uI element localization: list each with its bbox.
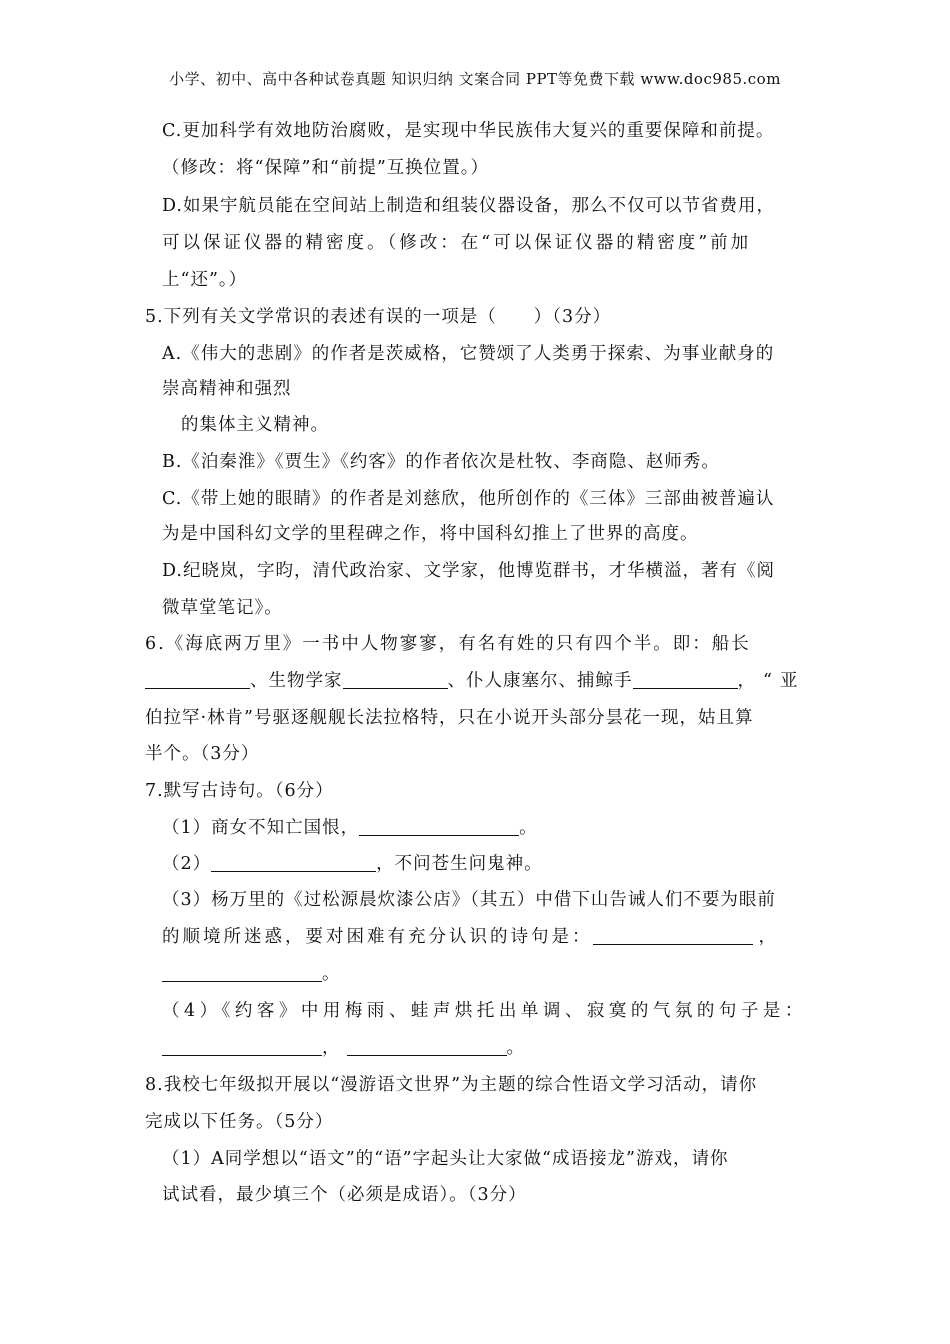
question-8-cont: 完成以下任务。（5分）: [145, 1112, 334, 1132]
answer-blank-q7-1[interactable]: [359, 817, 519, 836]
q5-option-d: D.纪晓岚，字昀，清代政治家、文学家，他博览群书，才华横溢，著有《阅: [162, 561, 775, 581]
q6-text-harpooner: 、仆人康塞尔、捕鲸手: [447, 671, 633, 691]
option-d-sentence: D.如果宇航员能在空间站上制造和组装仪器设备，那么不仅可以节省费用，: [162, 196, 775, 216]
q7-item-3-comma: ，: [758, 927, 779, 947]
answer-blank-q7-3b[interactable]: [162, 963, 322, 982]
page-header: 小学、初中、高中各种试卷真题 知识归纳 文案合同 PPT等免费下载 www.doc985.com: [169, 70, 781, 88]
answer-blank-q7-4a[interactable]: [162, 1037, 322, 1056]
question-7-stem: 7.默写古诗句。（6分）: [145, 781, 334, 801]
q7-item-2-label: （2）: [162, 854, 212, 874]
answer-blank-q7-3a[interactable]: [593, 926, 753, 945]
question-6-cont: 伯拉罕·林肯”号驱逐舰舰长法拉格特，只在小说开头部分昙花一现，姑且算: [145, 708, 754, 728]
q5-option-c-cont: 为是中国科幻文学的里程碑之作，将中国科幻推上了世界的高度。: [162, 524, 699, 544]
q7-item-1-end: 。: [519, 818, 538, 838]
question-6-score: 半个。（3分）: [145, 744, 260, 764]
answer-blank-harpooner[interactable]: [633, 670, 738, 689]
q7-item-2-text: ，不问苍生问鬼神。: [376, 854, 543, 874]
answer-blank-biologist[interactable]: [343, 670, 448, 689]
q7-item-3-cont: [162, 923, 779, 948]
question-8-stem: 8.我校七年级拟开展以“漫游语文世界”为主题的综合性语文学习活动，请你: [145, 1075, 758, 1095]
q7-item-4: （4）《约客》中用梅雨、蛙声烘托出单调、寂寞的气氛的句子是：: [162, 1001, 807, 1021]
option-d-revision: 可以保证仪器的精密度。（修改：在“可以保证仪器的精密度”前加: [162, 233, 752, 253]
q5-option-a-end: 的集体主义精神。: [181, 415, 329, 435]
q8-item-1-cont: 试试看，最少填三个（必须是成语）。（3分）: [162, 1185, 527, 1205]
question-6-stem: 6.《海底两万里》一书中人物寥寥，有名有姓的只有四个半。即：船长: [145, 634, 751, 654]
q7-item-4-line2: [162, 1034, 525, 1059]
q5-option-b: B.《泊秦淮》《贾生》《约客》的作者依次是杜牧、李商隐、赵师秀。: [162, 452, 720, 472]
q5-option-a: A.《伟大的悲剧》的作者是茨威格，它赞颂了人类勇于探索、为事业献身的: [162, 344, 775, 364]
q5-option-d-cont: 微草堂笔记》。: [162, 598, 283, 618]
q7-item-1: [162, 814, 538, 839]
option-c-revision: （修改：将“保障”和“前提”互换位置。）: [162, 158, 490, 178]
q6-text-biologist: 、生物学家: [250, 671, 343, 691]
answer-blank-captain[interactable]: [145, 670, 250, 689]
option-c-sentence: C.更加科学有效地防治腐败，是实现中华民族伟大复兴的重要保障和前提。: [162, 121, 775, 141]
option-d-revision-end: 上“还”。）: [162, 270, 248, 290]
q7-item-3: （3）杨万里的《过松源晨炊漆公店》（其五）中借下山告诫人们不要为眼前: [162, 890, 776, 910]
q8-item-1: （1）A同学想以“语文”的“语”字起头让大家做“成语接龙”游戏，请你: [162, 1149, 729, 1169]
q7-item-4-end: 。: [506, 1038, 525, 1058]
q5-option-a-cont: 崇高精神和强烈: [162, 379, 292, 399]
q7-item-2: [162, 850, 543, 875]
answer-blank-q7-4b[interactable]: [347, 1037, 507, 1056]
q5-option-c: C.《带上她的眼睛》的作者是刘慈欣，他所创作的《三体》三部曲被普遍认: [162, 489, 775, 509]
question-6-blanks-line: [145, 667, 805, 692]
q7-item-3-prompt: 的顺境所迷惑，要对困难有充分认识的诗句是：: [162, 927, 593, 947]
q7-item-3-end: 。: [322, 964, 341, 984]
answer-blank-q7-2[interactable]: [211, 853, 376, 872]
q7-item-1-text: （1）商女不知亡国恨，: [162, 818, 360, 838]
question-5-stem: 5.下列有关文学常识的表述有误的一项是（ ）（3分）: [145, 307, 612, 327]
q7-item-4-comma: ，: [322, 1038, 341, 1058]
q7-item-3-line2: [162, 960, 341, 985]
q6-text-end: ，“亚: [737, 671, 806, 691]
